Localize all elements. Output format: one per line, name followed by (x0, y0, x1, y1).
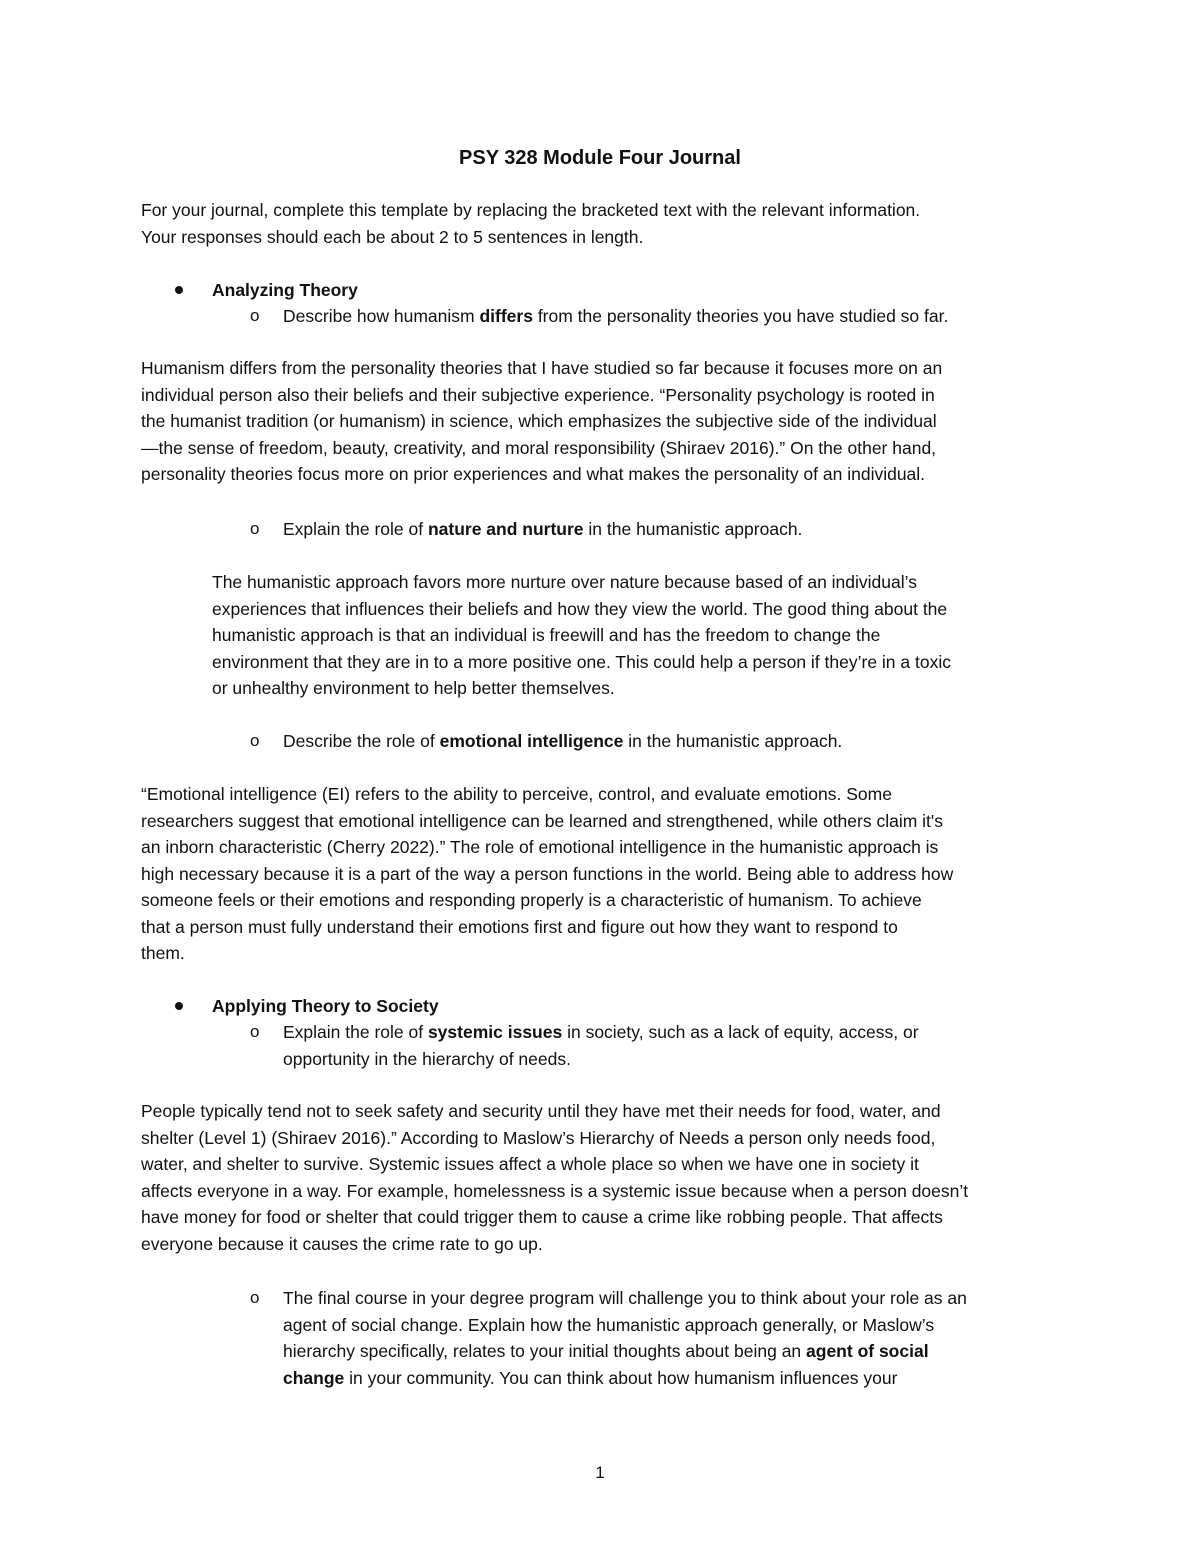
answer-line: individual person also their beliefs and their subjective experience. “Personality psychology is rooted in (141, 384, 935, 405)
answer-line: the humanist tradition (or humanism) in science, which emphasizes the subjective side of the individual (141, 411, 937, 431)
answer-humanism-differs (141, 355, 1061, 488)
sub-bullet-icon: o (250, 731, 260, 750)
question-agent-of-social-change: The final course in your degree program will challenge you to think about your role as an agent of social change. Explain how the humanistic approach generally, or Maslow’s hierarchy specifically, relates to your initial thoughts about being an agent of social change in your community. You can think about how humanism influences your (283, 1288, 967, 1388)
section-heading-applying-theory: Applying Theory to Society (212, 996, 439, 1016)
answer-line: everyone because it causes the crime rate to go up. (141, 1233, 543, 1254)
answer-line: shelter (Level 1) (Shiraev 2016).” According to Maslow’s Hierarchy of Needs a person only needs food, (141, 1127, 936, 1148)
answer-line: People typically tend not to seek safety and security until they have met their needs for food, water, and (141, 1101, 941, 1121)
answer-line: someone feels or their emotions and responding properly is a characteristic of humanism. To achieve (141, 890, 922, 910)
answer-line: affects everyone in a way. For example, homelessness is a systemic issue because when a person doesn’t (141, 1180, 969, 1201)
intro-paragraph (141, 197, 1061, 250)
answer-line: that a person must fully understand their emotions first and figure out how they want to respond to (141, 916, 898, 937)
answer-line: or unhealthy environment to help better themselves. (212, 678, 615, 698)
question-humanism-differs: Describe how humanism differs from the personality theories you have studied so far. (283, 306, 949, 326)
question-emotional-intelligence: Describe the role of emotional intelligence in the humanistic approach. (283, 731, 843, 751)
answer-systemic-issues (141, 1098, 1061, 1257)
answer-line: experiences that influences their beliefs and how they view the world. The good thing about the (212, 598, 948, 619)
sub-bullet-icon: o (250, 1288, 260, 1307)
answer-line: have money for food or shelter that could trigger them to cause a crime like robbing people. That affects (141, 1207, 943, 1227)
section-heading-analyzing-theory: Analyzing Theory (212, 280, 358, 300)
sub-bullet-icon: o (250, 519, 260, 538)
question-systemic-issues: Explain the role of systemic issues in society, such as a lack of equity, access, or opportunity in the hierarchy of needs. (283, 1022, 919, 1069)
intro-line: Your responses should each be about 2 to 5 sentences in length. (141, 226, 644, 247)
answer-nature-nurture (212, 569, 1082, 702)
answer-line: humanistic approach is that an individual is freewill and has the freedom to change the (212, 625, 881, 645)
page-title: PSY 328 Module Four Journal (459, 147, 741, 169)
sub-bullet-icon: o (250, 306, 260, 325)
sub-bullet-icon: o (250, 1022, 260, 1041)
answer-line: water, and shelter to survive. Systemic issues affect a whole place so when we have one in society it (141, 1154, 919, 1174)
question-nature-nurture: Explain the role of nature and nurture in the humanistic approach. (283, 519, 803, 539)
answer-line: them. (141, 943, 185, 963)
answer-line: The humanistic approach favors more nurture over nature because based of an individual’s (212, 572, 917, 592)
answer-line: environment that they are in to a more positive one. This could help a person if they’re in a toxic (212, 651, 951, 672)
bullet-icon (175, 1002, 183, 1010)
answer-line: Humanism differs from the personality theories that I have studied so far because it focuses more on an (141, 358, 943, 378)
answer-line: personality theories focus more on prior experiences and what makes the personality of an individual. (141, 464, 926, 484)
intro-line: For your journal, complete this template by replacing the bracketed text with the relevant information. (141, 200, 921, 220)
answer-line: an inborn characteristic (Cherry 2022).” The role of emotional intelligence in the humanistic approach is (141, 837, 939, 857)
answer-line: —the sense of freedom, beauty, creativity, and moral responsibility (Shiraev 2016).” On the other hand, (141, 437, 937, 458)
answer-line: researchers suggest that emotional intelligence can be learned and strengthened, while others claim it's (141, 810, 944, 831)
answer-emotional-intelligence (141, 781, 1061, 967)
page-number: 1 (595, 1463, 605, 1482)
answer-line: “Emotional intelligence (EI) refers to the ability to perceive, control, and evaluate emotions. Some (141, 784, 892, 804)
answer-line: high necessary because it is a part of the way a person functions in the world. Being able to address how (141, 863, 954, 884)
bullet-icon (175, 286, 183, 294)
